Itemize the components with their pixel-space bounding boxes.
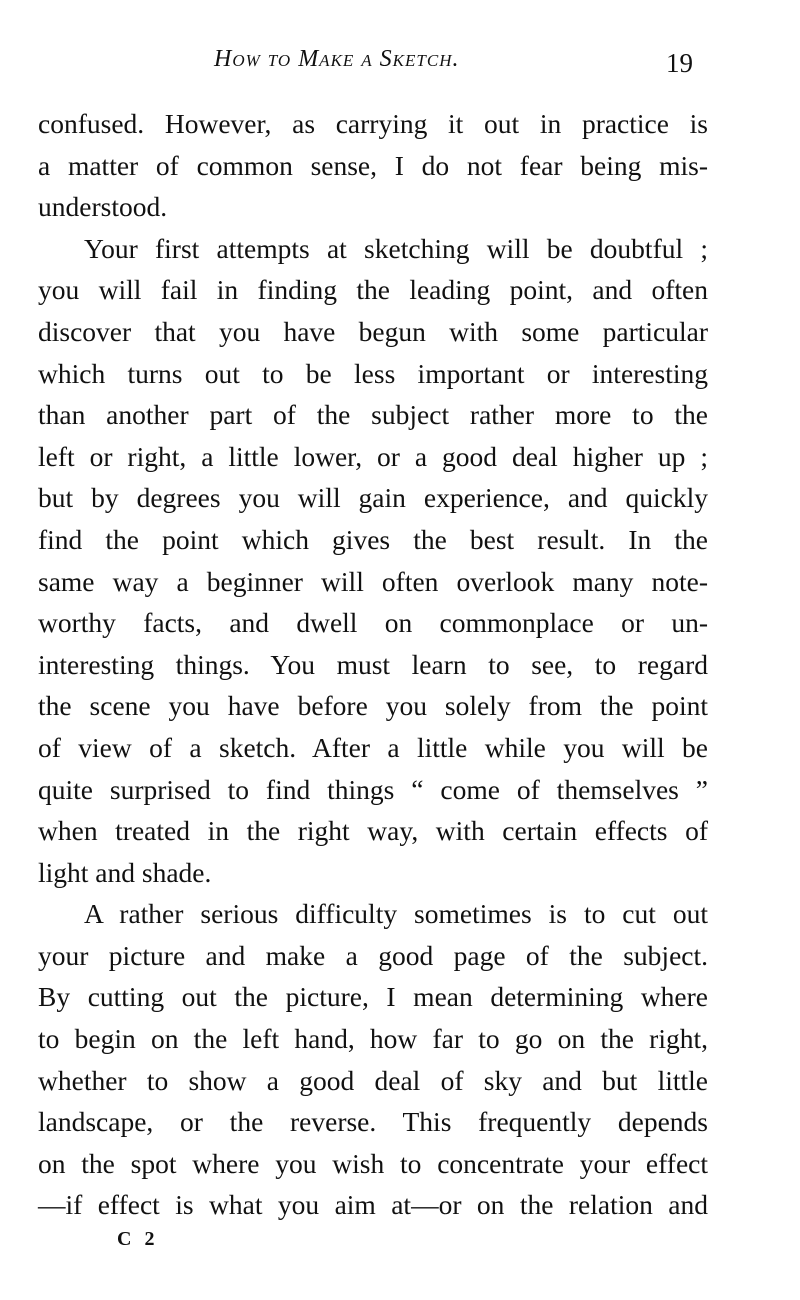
text-line: a matter of common sense, I do not fear being mis-: [38, 149, 708, 181]
text-line: when treated in the right way, with certain effects of: [38, 815, 708, 847]
text-line: on the spot where you wish to concentrate your effect: [38, 1147, 708, 1179]
text-line: than another part of the subject rather more to the: [38, 399, 708, 431]
running-title: How to Make a Sketch.: [214, 46, 460, 72]
text-line: you will fail in finding the leading point, and often: [38, 274, 708, 306]
running-head: [0, 46, 800, 82]
text-line: but by degrees you will gain experience, and quickly: [38, 482, 708, 514]
text-line: same way a beginner will often overlook many note-: [38, 565, 708, 597]
body-text: [38, 103, 708, 1226]
text-line: discover that you have begun with some particular: [38, 315, 708, 347]
text-line: A rather serious difficulty sometimes is to cut out: [84, 898, 708, 930]
text-line: left or right, a little lower, or a good deal higher up ;: [38, 440, 708, 472]
text-line: your picture and make a good page of the subject.: [38, 939, 708, 971]
text-line: which turns out to be less important or interesting: [38, 357, 708, 389]
text-line: worthy facts, and dwell on commonplace or un-: [38, 607, 708, 639]
text-line: find the point which gives the best result. In the: [38, 523, 708, 555]
text-line: of view of a sketch. After a little while you will be: [38, 731, 708, 763]
text-line: —if effect is what you aim at—or on the relation and: [38, 1189, 708, 1221]
page-number: 19: [666, 48, 693, 78]
text-line: landscape, or the reverse. This frequently depends: [38, 1106, 708, 1138]
text-line: Your first attempts at sketching will be doubtful ;: [84, 232, 708, 264]
text-line: the scene you have before you solely from the point: [38, 690, 708, 722]
text-line: interesting things. You must learn to see, to regard: [38, 648, 708, 680]
signature-mark: C 2: [117, 1228, 159, 1250]
text-line: to begin on the left hand, how far to go on the right,: [38, 1023, 708, 1055]
text-line: quite surprised to find things “ come of themselves ”: [38, 773, 708, 805]
text-line: understood.: [38, 191, 168, 223]
text-line: By cutting out the picture, I mean determining where: [38, 981, 708, 1013]
text-line: whether to show a good deal of sky and but little: [38, 1064, 708, 1096]
text-line: confused. However, as carrying it out in practice is: [38, 108, 708, 139]
text-line: light and shade.: [38, 856, 212, 888]
